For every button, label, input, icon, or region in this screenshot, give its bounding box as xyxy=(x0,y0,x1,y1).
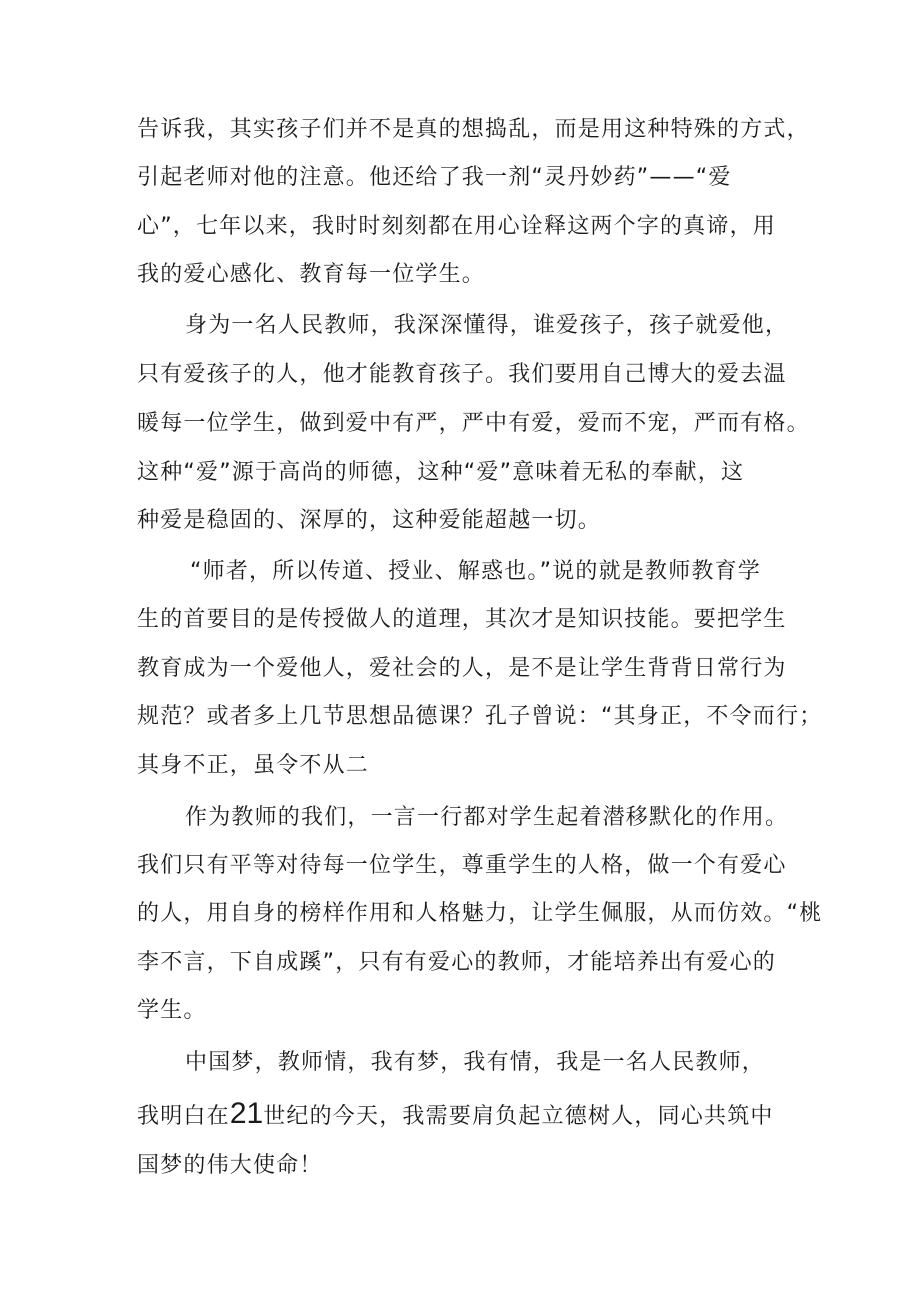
text-line: 告诉我，其实孩子们并不是真的想捣乱，而是用这种特殊的方式， xyxy=(137,117,810,142)
text-line: 我们只有平等对待每一位学生，尊重学生的人格，做一个有爱心 xyxy=(137,853,787,878)
text-line: 学生。 xyxy=(137,998,207,1023)
text-line: 国梦的伟大使命！ xyxy=(137,1153,323,1178)
text-line xyxy=(137,1097,774,1131)
text-fragment: 我明白在 xyxy=(137,1104,230,1129)
text-line: 李不言，下自成蹊”，只有有爱心的教师，才能培养出有爱心的 xyxy=(137,950,776,975)
text-line: 其身不正，虽令不从二 xyxy=(137,753,370,778)
text-line: 暖每一位学生，做到爱中有严，严中有爱，爱而不宠，严而有格。 xyxy=(137,411,810,436)
text-line: 规范？或者多上几节思想品德课？孔子曾说：“其身正，不令而行； xyxy=(137,704,823,729)
text-line: 我的爱心感化、教育每一位学生。 xyxy=(137,262,486,287)
text-line: 这种“爱”源于高尚的师德，这种“爱”意味着无私的奉献，这 xyxy=(137,460,745,485)
text-fragment: 世纪的今天，我需要肩负起立德树人，同心共筑中 xyxy=(263,1104,774,1129)
text-line: 的人，用自身的榜样作用和人格魅力，让学生佩服，从而仿效。“桃 xyxy=(137,901,823,926)
text-line: “师者，所以传道、授业、解惑也。”说的就是教师教育学 xyxy=(190,559,761,584)
text-line: 心”，七年以来，我时时刻刻都在用心诠释这两个字的真谛，用 xyxy=(137,214,776,239)
text-line: 中国梦，教师情，我有梦，我有情，我是一名人民教师， xyxy=(185,1050,766,1075)
number-fragment: 21 xyxy=(229,1097,264,1130)
text-line: 身为一名人民教师，我深深懂得，谁爱孩子，孩子就爱他， xyxy=(185,313,789,338)
text-line: 只有爱孩子的人，他才能教育孩子。我们要用自己博大的爱去温 xyxy=(137,362,787,387)
text-line: 种爱是稳固的、深厚的，这种爱能超越一切。 xyxy=(137,508,602,533)
text-line: 引起老师对他的注意。他还给了我一剂“灵丹妙药”——“爱 xyxy=(137,165,732,190)
text-line: 生的首要目的是传授做人的道理，其次才是知识技能。要把学生 xyxy=(137,607,787,632)
text-line: 作为教师的我们，一言一行都对学生起着潜移默化的作用。 xyxy=(185,805,789,830)
text-line: 教育成为一个爱他人，爱社会的人，是不是让学生背背日常行为 xyxy=(137,656,787,681)
